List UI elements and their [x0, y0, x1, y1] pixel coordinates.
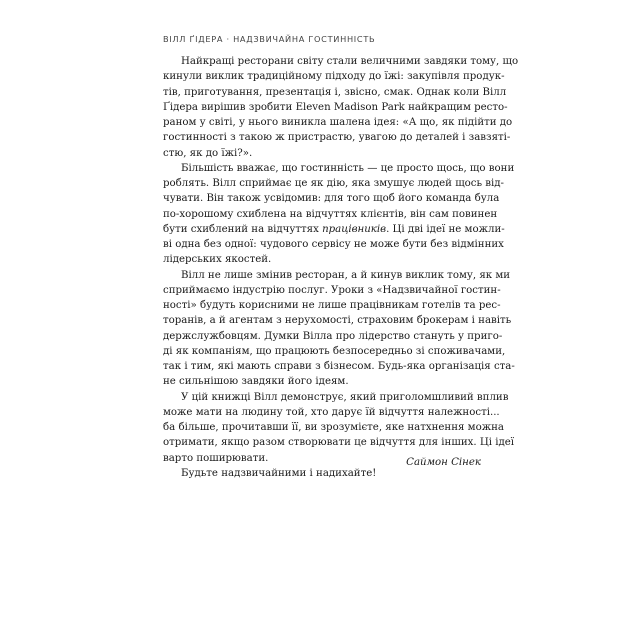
text-line: держслужбовцям. Думки Вілла про лідерство стануть у приго- — [163, 330, 503, 342]
text-line: варто поширювати. — [163, 452, 269, 464]
text-fragment: . Ці дві ідеї не можли- — [386, 223, 505, 235]
text-line: стю, як до їжі?». — [163, 147, 253, 159]
text-line: У цій книжці Вілл демонструє, який приголомшливий вплив — [181, 391, 509, 403]
text-line: гостинності з такою ж пристрастю, увагою до деталей і завзяті- — [163, 132, 511, 144]
text-line — [163, 222, 505, 237]
text-line: Вілл не лише змінив ресторан, а й кинув виклик тому, як ми — [181, 269, 511, 281]
text-line: може мати на людину той, хто дарує їй відчуття належності... — [163, 406, 500, 418]
text-line: чувати. Він також усвідомив: для того щоб його команда була — [163, 193, 500, 205]
text-line: кинули виклик традиційному підходу до їжі: закупівля продук- — [163, 71, 505, 83]
text-line: Ґідера вирішив зробити Eleven Madison Park найкращим ресто- — [163, 101, 508, 113]
text-line: ба більше, прочитавши її, ви зрозумієте, яке натхнення можна — [163, 422, 504, 433]
text-line: раном у світі, у нього виникла шалена ідея: «А що, як підійти до — [163, 117, 513, 128]
text-line: ності» будуть корисними не лише працівникам готелів та рес- — [163, 300, 501, 311]
emphasis-text: працівників — [322, 223, 387, 235]
paragraph-5 — [163, 466, 481, 481]
paragraph-4 — [163, 390, 515, 466]
text-line: Будьте надзвичайними і надихайте! — [181, 467, 377, 479]
text-line: ді як компаніям, що працюють безпосередньо зі споживачами, — [163, 345, 506, 357]
text-line: торанів, а й агентам з нерухомості, страховим брокерам і навіть — [163, 315, 512, 327]
text-line: Більшість вважає, що гостинність — це просто щось, що вони — [181, 162, 515, 174]
text-line: сприймаємо індустрію послуг. Уроки з «Надзвичайної гостин- — [163, 284, 501, 296]
text-line: тів, приготування, презентація і, звісно, смак. Однак коли Вілл — [163, 86, 507, 98]
text-line: Найкращі ресторани світу стали величними завдяки тому, що — [181, 56, 519, 67]
text-line: не сильнішою завдяки його ідеям. — [163, 376, 349, 388]
running-head: ВІЛЛ ҐІДЕРА · НАДЗВИЧАЙНА ГОСТИННІСТЬ — [163, 34, 376, 44]
paragraph-1 — [163, 54, 519, 161]
text-line: роблять. Вілл сприймає це як дію, яка змушує людей щось від- — [163, 178, 505, 189]
foreword-text — [163, 54, 519, 481]
text-line: по-хорошому схиблена на відчуттях клієнтів, він сам повинен — [163, 208, 498, 220]
paragraph-2 — [163, 161, 515, 268]
author-signature: Саймон Сінек — [406, 457, 481, 468]
text-line: так і тим, які мають справи з бізнесом. Будь-яка організація ста- — [163, 361, 515, 372]
text-fragment: бути схиблений на відчуттях — [163, 223, 323, 235]
text-line: ві одна без одної: чудового сервісу не може бути без відмінних — [163, 239, 504, 250]
text-line: лідерських якостей. — [163, 254, 272, 266]
text-line: отримати, якщо разом створювати це відчуття для інших. Ці ідеї — [163, 437, 515, 449]
paragraph-3 — [163, 268, 515, 390]
